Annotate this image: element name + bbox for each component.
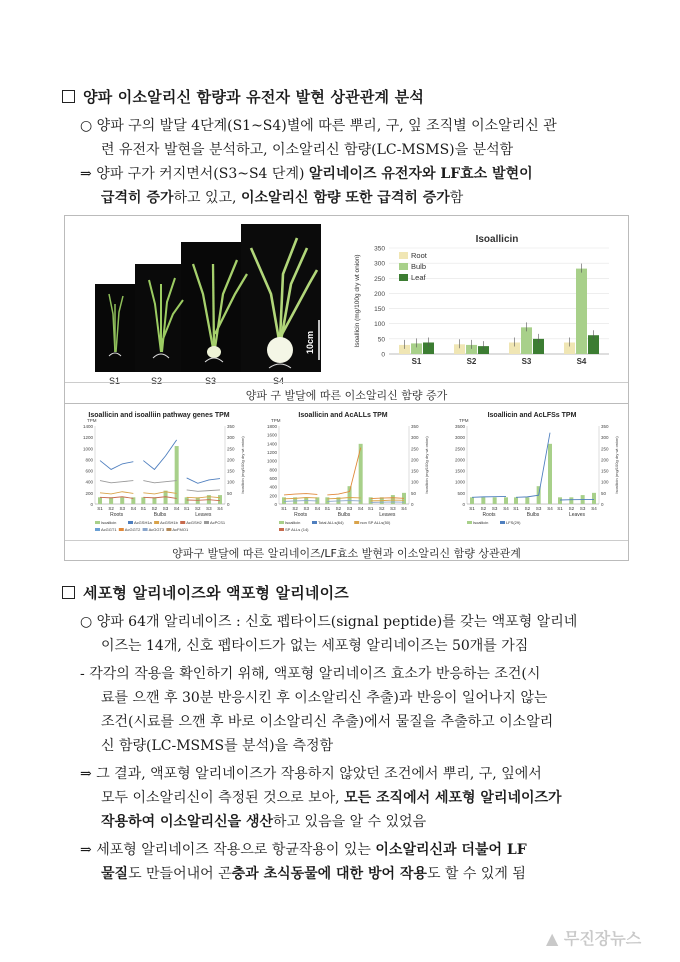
line-chart-ytick-right: 300 — [601, 435, 609, 441]
pathway-genes-chart — [71, 408, 247, 538]
line-chart-xtick: S3 — [579, 506, 586, 511]
section1-bullet-line-1: ○ 양파 구의 발달 4단계(S1~S4)별에 따른 뿌리, 구, 잎 조직별 이소알리신 관 — [80, 118, 557, 134]
line-chart-ytick-left: 3500 — [454, 424, 465, 429]
line-chart-xtick: S4 — [591, 506, 597, 511]
stage-label-s1: S1 — [109, 376, 121, 384]
line-chart-ytick-left: 1200 — [266, 450, 277, 455]
tpm-line — [284, 501, 317, 502]
isoallicin-bar — [470, 497, 474, 504]
line-chart-group-label: Roots — [482, 512, 496, 518]
figure1-box — [64, 215, 629, 405]
section2-dash-line-2: 료를 으깬 후 30분 반응시킨 후 이소알리신 추출)과 반응이 일어나지 않는 — [101, 690, 548, 706]
figure2-box — [64, 403, 629, 561]
isoallicin-bar — [514, 497, 518, 504]
line-chart-xtick: S2 — [379, 506, 385, 511]
line-chart-ytick-right: 250 — [601, 446, 609, 452]
figure2-caption: 양파구 발달에 따른 알리네이즈/LF효소 발현과 이소알리신 함량 상관관계 — [65, 540, 628, 561]
tpm-line — [327, 498, 360, 499]
line-chart-ylabel-left: TPM — [271, 418, 281, 423]
line-chart-xtick: S3 — [535, 506, 542, 511]
legend-swatch-bulb — [399, 263, 408, 270]
line-chart-xtick: S4 — [314, 506, 321, 511]
line-chart-ytick-right: 350 — [227, 424, 235, 429]
line-chart-ytick-right: 200 — [411, 457, 419, 463]
isoallicin-bar — [504, 497, 508, 504]
arrow-icon: ⇒ — [80, 766, 92, 782]
line-chart-xtick: S4 — [547, 506, 553, 511]
line-chart-group-label: Leaves — [195, 512, 212, 518]
isoallicin-bar — [175, 446, 179, 504]
isoallicin-bar — [218, 495, 222, 504]
line-chart-xtick: S4 — [217, 506, 223, 511]
line-legend-swatch — [95, 528, 100, 531]
line-legend-label: AcGSH2 — [186, 520, 202, 525]
section2-title: 세포형 알리네이즈와 액포형 알리네이즈 — [62, 582, 349, 603]
line-chart-ytick-left: 1000 — [266, 458, 277, 464]
line-chart-xtick: S2 — [335, 506, 342, 511]
line-chart-xtick: S2 — [480, 506, 487, 511]
line-chart-ytick-left: 1400 — [82, 424, 93, 429]
line-chart-ytick-right: 0 — [411, 502, 414, 507]
tpm-line — [187, 478, 220, 483]
isoallicin-bar — [569, 497, 573, 504]
line-chart-ytick-left: 3000 — [454, 435, 465, 441]
figure1-caption: 양파 구 발달에 따른 이소알리신 함량 증가 — [65, 382, 628, 403]
line-chart-xtick: S3 — [491, 506, 498, 511]
line-chart-xtick: S1 — [183, 506, 190, 511]
lfss-tpm-chart — [443, 408, 621, 538]
line-legend-label: LFS(29) — [506, 520, 521, 525]
line-chart-ytick-right: 100 — [601, 479, 609, 485]
section2-result2-line-2: 물질도 만들어내어 곤충과 초식동물에 대한 방어 작용도 할 수 있게 됨 — [101, 866, 526, 882]
line-chart-ytick-left: 800 — [85, 457, 93, 463]
line-chart-xtick: S1 — [281, 506, 287, 511]
tpm-line — [187, 490, 220, 491]
line-chart-ytick-right: 350 — [411, 424, 419, 429]
line-legend-swatch — [500, 521, 505, 524]
line-chart-ytick-right: 200 — [227, 457, 235, 463]
line-chart-ytick-left: 1200 — [82, 435, 93, 441]
line-chart-group-label: Bulbs — [153, 512, 167, 518]
line-chart-ytick-left: 400 — [85, 479, 93, 485]
arrow-icon: ⇒ — [80, 166, 92, 182]
bar-chart-title: Isoallicin — [475, 234, 519, 245]
line-chart-ytick-left: 600 — [269, 476, 277, 481]
line-chart-xtick: S4 — [357, 506, 364, 511]
tpm-line — [516, 433, 550, 498]
isoallicin-bar — [120, 497, 124, 504]
line-chart-group-label: Roots — [294, 512, 308, 518]
line-chart-xtick: S3 — [346, 506, 353, 511]
line-chart-group-label: Leaves — [568, 512, 586, 518]
line-chart-ytick-left: 2500 — [454, 446, 465, 452]
section2-dash-line-1: - 각각의 작용을 확인하기 위해, 액포형 알리네이즈 효소가 반응하는 조건(시 — [80, 666, 541, 682]
tpm-line — [371, 502, 404, 503]
section2-dash-line-4: 신 함량(LC-MSMS를 분석)을 측정함 — [101, 738, 334, 754]
tpm-line — [284, 494, 317, 495]
line-legend-swatch — [166, 528, 171, 531]
section1-bullet-line-2: 련 유전자 발현을 분석하고, 이소알리신 함량(LC-MSMS)을 분석함 — [101, 142, 514, 158]
bar-chart-xtick: S1 — [411, 357, 422, 366]
line-legend-swatch — [279, 521, 284, 524]
section1-result-line-2: 급격히 증가하고 있고, 이소알리신 함량 또한 급격히 증가함 — [101, 190, 464, 206]
checkbox-square-icon — [62, 90, 75, 103]
line-chart-ylabel-right: Isoallicin (mg/100g dry wt onion) — [424, 436, 429, 494]
line-chart-ytick-right: 100 — [227, 479, 235, 485]
line-chart-xtick: S2 — [108, 506, 114, 511]
line-chart-title: Isoallicin and AcLFSs TPM — [487, 412, 577, 419]
line-legend-swatch — [154, 521, 159, 524]
bar-chart-ytick: 200 — [374, 290, 385, 298]
line-legend-label: AcPCS1 — [210, 520, 226, 525]
tpm-line — [371, 500, 404, 501]
stage-label-s3: S3 — [205, 376, 217, 384]
legend-swatch-leaf — [399, 274, 408, 281]
tpm-line — [100, 492, 133, 494]
line-chart-ylabel-left: TPM — [459, 418, 469, 423]
legend-label-leaf: Leaf — [411, 273, 426, 282]
section1-title: 양파 이소알리신 함량과 유전자 발현 상관관계 분석 — [62, 86, 424, 107]
tpm-line — [100, 497, 133, 499]
bar-chart-ylabel: Isoallicin (mg/100g dry wt onion) — [354, 254, 361, 348]
watermark-mountain-icon: ▲ — [546, 929, 559, 948]
section2-result1-line-2: 모두 이소알리신이 측정된 것으로 보아, 모든 조직에서 세포형 알리네이즈가 — [101, 790, 562, 806]
isoallicin-bar — [548, 444, 552, 504]
line-chart-ytick-left: 2000 — [454, 457, 465, 463]
section2-dash-line-3: 조건(시료를 으깬 후 바로 이소알리신 추출)에서 물질을 추출하고 이소알리 — [101, 714, 554, 730]
line-legend-swatch — [279, 528, 284, 531]
section2-result1-line-1: ⇒ 그 결과, 액포형 알리네이즈가 작용하지 않았던 조건에서 뿌리, 구, 잎에서 — [80, 766, 542, 782]
bar-chart-ytick: 150 — [374, 306, 385, 314]
line-chart-ylabel-right: Isoallicin (mg/100g dry wt onion) — [614, 436, 619, 494]
line-chart-ytick-left: 600 — [85, 468, 93, 474]
line-chart-ytick-right: 300 — [411, 435, 419, 441]
bar-chart-ytick: 250 — [374, 275, 385, 283]
tpm-line — [371, 498, 404, 499]
line-legend-label: AcGSH1a — [134, 520, 152, 525]
isoallicin-bar — [525, 497, 529, 504]
isoallicin-bar-chart — [347, 230, 615, 370]
line-chart-xtick: S3 — [162, 506, 169, 511]
line-chart-ytick-right: 200 — [601, 457, 609, 463]
bar-chart-xtick: S3 — [521, 357, 532, 366]
section2-result2-line-1: ⇒ 세포형 알리네이즈 작용으로 항균작용이 있는 이소알리신과 더불어 LF — [80, 842, 527, 858]
section2-result1-line-3: 작용하여 이소알리신을 생산하고 있음을 알 수 있었음 — [101, 814, 427, 830]
line-chart-ytick-left: 0 — [274, 502, 277, 507]
line-chart-ytick-right: 250 — [227, 446, 235, 452]
line-chart-group-label: Roots — [110, 512, 124, 518]
line-chart-ytick-right: 150 — [227, 468, 235, 474]
arrow-icon: ⇒ — [80, 842, 92, 858]
isoallicin-bar — [558, 497, 562, 504]
isoallicin-bar — [391, 495, 395, 504]
line-legend-label: SP ALLs (14) — [285, 527, 309, 532]
line-chart-ytick-right: 0 — [227, 502, 230, 507]
line-chart-xtick: S1 — [513, 506, 519, 511]
isoallicin-bar — [141, 497, 145, 504]
tpm-line — [143, 481, 176, 483]
isoallicin-bar — [481, 497, 485, 504]
line-chart-xtick: S3 — [390, 506, 396, 511]
bar-bulb-s4 — [576, 269, 587, 354]
line-chart-ytick-left: 800 — [269, 467, 277, 473]
line-chart-xtick: S1 — [324, 506, 331, 511]
line-chart-ylabel-right: Isoallicin (mg/100g dry wt onion) — [240, 436, 245, 494]
line-chart-ytick-left: 1000 — [82, 446, 93, 452]
bar-chart-ytick: 0 — [381, 351, 385, 359]
section2-bullet-line-1: ○ 양파 64개 알리네이즈 : 신호 펩타이드(signal peptide)를 갖는 액포형 알리네 — [80, 614, 578, 630]
line-chart-ytick-right: 150 — [601, 468, 609, 474]
line-legend-label: non SP ALLs(50) — [360, 520, 391, 525]
section2-bullet-line-2: 이즈는 14개, 신호 펩타이드가 없는 세포형 알리네이즈는 50개를 가짐 — [101, 638, 529, 654]
line-legend-swatch — [354, 521, 359, 524]
tpm-line — [143, 492, 176, 494]
line-legend-label: AcGGT1 — [101, 527, 117, 532]
bar-chart-ytick: 300 — [374, 260, 385, 268]
line-legend-swatch — [143, 528, 148, 531]
bar-chart-ytick: 350 — [374, 245, 385, 253]
line-chart-ylabel-left: TPM — [87, 418, 97, 423]
onion-stages-photo — [95, 224, 331, 384]
line-chart-group-label: Bulbs — [337, 512, 351, 518]
legend-label-root: Root — [411, 251, 427, 260]
line-chart-ytick-left: 200 — [85, 490, 93, 496]
line-chart-ytick-right: 250 — [411, 446, 419, 452]
line-legend-swatch — [467, 521, 472, 524]
scale-label: 10cm — [305, 330, 315, 354]
line-chart-ytick-left: 0 — [90, 502, 93, 507]
bar-chart-ytick: 50 — [377, 336, 385, 344]
line-legend-label: Isoallicin — [101, 520, 117, 525]
stage-label-s4: S4 — [273, 376, 285, 384]
bar-chart-ytick: 100 — [374, 321, 385, 329]
line-legend-label: AcFMO1 — [172, 527, 189, 532]
line-legend-swatch — [95, 521, 100, 524]
line-chart-xtick: S2 — [568, 506, 575, 511]
line-legend-label: AcGGT3 — [148, 527, 165, 532]
line-legend-label: Total ALLs(64) — [318, 520, 344, 525]
bar-chart-xtick: S4 — [576, 357, 587, 366]
legend-swatch-root — [399, 252, 408, 259]
tpm-line — [284, 498, 317, 499]
line-chart-ytick-right: 300 — [227, 435, 235, 441]
line-chart-xtick: S1 — [469, 506, 475, 511]
line-legend-label: Isoallicin — [285, 520, 301, 525]
line-chart-ytick-left: 500 — [457, 490, 465, 496]
line-legend-label: AcGGT2 — [124, 527, 141, 532]
watermark-logo: ▲ 무진장뉴스 — [546, 929, 642, 948]
line-chart-xtick: S3 — [303, 506, 309, 511]
tpm-line — [327, 501, 360, 502]
stage-label-s2: S2 — [151, 376, 163, 384]
line-chart-ytick-left: 400 — [269, 484, 277, 490]
line-chart-ytick-left: 1800 — [266, 424, 277, 429]
line-chart-xtick: S1 — [367, 506, 374, 511]
line-chart-xtick: S1 — [140, 506, 147, 511]
line-chart-xtick: S4 — [503, 506, 509, 511]
line-chart-ytick-right: 100 — [411, 479, 419, 485]
tpm-line — [143, 497, 176, 499]
legend-label-bulb: Bulb — [411, 262, 427, 271]
alls-tpm-chart — [255, 408, 431, 538]
tpm-line — [100, 481, 133, 483]
tpm-line — [187, 500, 220, 501]
line-chart-xtick: S2 — [151, 506, 158, 511]
line-legend-swatch — [119, 528, 124, 531]
bar-chart-xtick: S2 — [466, 357, 477, 366]
tpm-line — [100, 461, 133, 470]
tpm-line — [143, 440, 176, 470]
tpm-line — [472, 496, 506, 497]
isoallicin-bar — [185, 497, 189, 504]
line-chart-ytick-left: 0 — [462, 502, 465, 507]
line-chart-ytick-right: 50 — [227, 490, 233, 496]
isoallicin-bar — [592, 493, 596, 504]
line-chart-xtick: S4 — [173, 506, 180, 511]
line-legend-swatch — [312, 521, 317, 524]
line-chart-xtick: S1 — [97, 506, 103, 511]
line-legend-swatch — [204, 521, 209, 524]
line-chart-xtick: S3 — [119, 506, 125, 511]
line-legend-label: AcGSH1b — [160, 520, 178, 525]
tpm-line — [327, 448, 360, 495]
line-chart-ytick-left: 1600 — [266, 432, 277, 438]
line-chart-ytick-left: 200 — [269, 493, 277, 499]
isoallicin-bar — [348, 486, 352, 504]
line-chart-ytick-left: 1500 — [454, 468, 465, 474]
line-chart-group-label: Leaves — [379, 512, 396, 518]
line-chart-title: Isoallicin and AcALLs TPM — [298, 412, 388, 419]
line-chart-xtick: S3 — [206, 506, 212, 511]
line-legend-swatch — [128, 521, 133, 524]
line-chart-ytick-right: 150 — [411, 468, 419, 474]
line-legend-label: Isoallicin — [473, 520, 489, 525]
line-chart-xtick: S4 — [130, 506, 137, 511]
checkbox-square-icon — [62, 586, 75, 599]
line-chart-ytick-right: 350 — [601, 424, 609, 429]
line-chart-xtick: S2 — [524, 506, 531, 511]
line-chart-ytick-left: 1400 — [266, 441, 277, 447]
line-chart-xtick: S1 — [557, 506, 563, 511]
line-chart-xtick: S2 — [195, 506, 201, 511]
section1-result-line-1: ⇒ 양파 구가 커지면서(S3~S4 단계) 알리네이즈 유전자와 LF효소 발현이 — [80, 166, 533, 182]
line-chart-ytick-right: 0 — [601, 502, 604, 507]
line-chart-ytick-left: 1000 — [454, 479, 465, 485]
line-chart-ytick-right: 50 — [411, 490, 417, 496]
line-chart-group-label: Bulbs — [526, 512, 540, 518]
line-chart-ytick-right: 50 — [601, 490, 607, 496]
line-chart-title: Isoallicin and isoalliin pathway genes TPM — [88, 412, 230, 419]
tpm-line — [187, 497, 220, 498]
tpm-line — [560, 499, 594, 500]
line-chart-xtick: S4 — [401, 506, 407, 511]
line-chart-xtick: S2 — [292, 506, 298, 511]
isoallicin-bar — [493, 497, 497, 504]
line-legend-swatch — [180, 521, 185, 524]
isoallicin-bar — [98, 497, 102, 504]
